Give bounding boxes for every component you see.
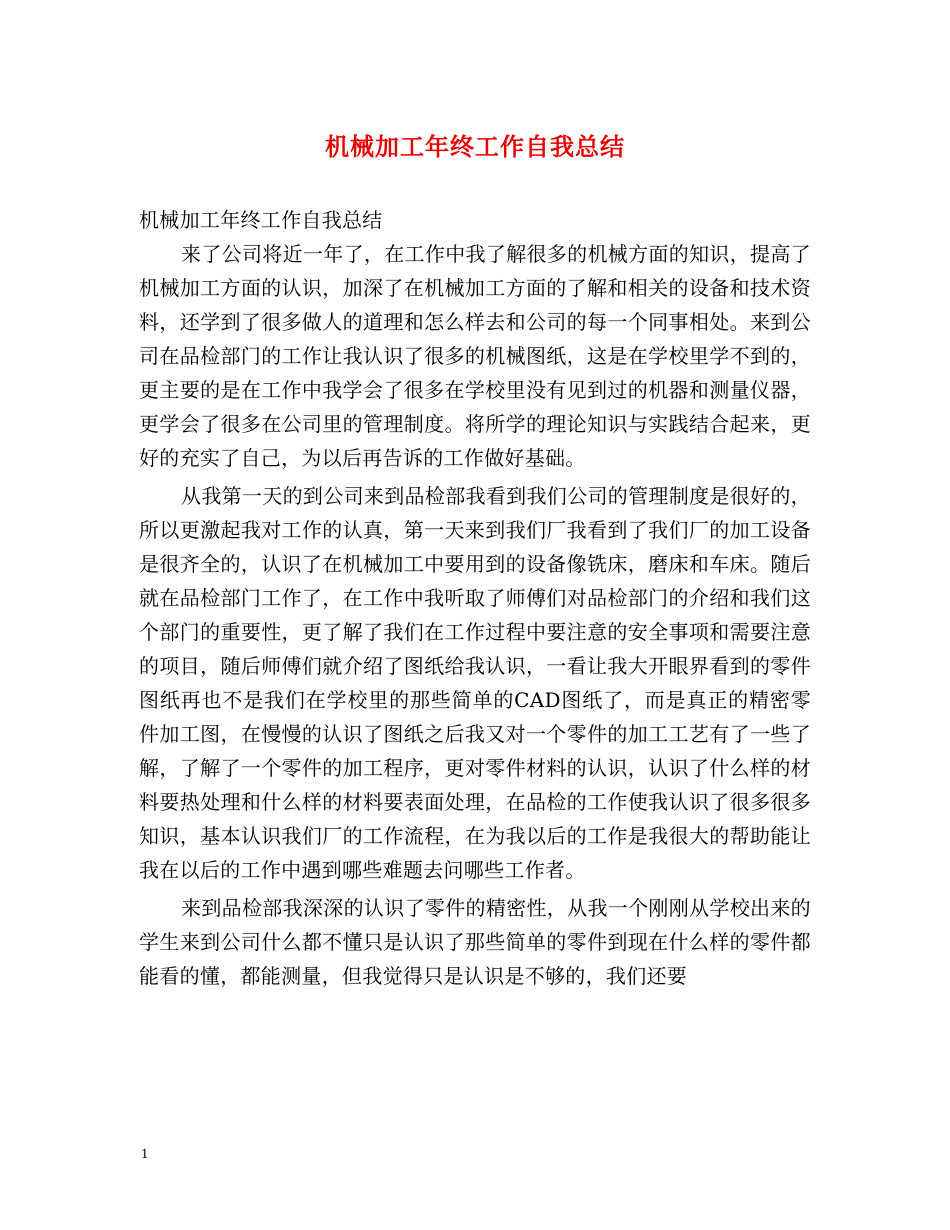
document-title: 机械加工年终工作自我总结 — [325, 132, 625, 161]
page-number: 1 — [141, 1147, 149, 1161]
paragraph-3: 来到品检部我深深的认识了零件的精密性，从我一个刚刚从学校出来的学生来到公司什么都不懂只是认识了那些简单的零件到现在什么样的零件都能看的懂，都能测量，但我觉得只是认识是不够的，我们还要 — [139, 896, 811, 988]
document-subtitle: 机械加工年终工作自我总结 — [139, 208, 383, 232]
paragraph-1: 来了公司将近一年了，在工作中我了解很多的机械方面的知识，提高了机械加工方面的认识，加深了在机械加工方面的了解和相关的设备和技术资料，还学到了很多做人的道理和怎么样去和公司的每一个同事相处。来到公司在品检部门的工作让我认识了很多的机械图纸，这是在学校里学不到的，更主要的是在工作中我学会了很多在学校里没有见到过的机器和测量仪器，更学会了很多在公司里的管理制度。将所学的理论知识与实践结合起来，更好的充实了自己，为以后再告诉的工作做好基础。 — [139, 242, 811, 470]
paragraph-2: 从我第一天的到公司来到品检部我看到我们公司的管理制度是很好的，所以更激起我对工作的认真，第一天来到我们厂我看到了我们厂的加工设备是很齐全的，认识了在机械加工中要用到的设备像铣床，磨床和车床。随后就在品检部门工作了，在工作中我听取了师傅们对品检部门的介绍和我们这个部门的重要性，更了解了我们在工作过程中要注意的安全事项和需要注意的项目，随后师傅们就介绍了图纸给我认识，一看让我大开眼界看到的零件图纸再也不是我们在学校里的那些简单的CAD图纸了，而是真正的精密零件加工图，在慢慢的认识了图纸之后我又对一个零件的加工工艺有了一些了解，了解了一个零件的加工程序，更对零件材料的认识，认识了什么样的材料要热处理和什么样的材料要表面处理，在品检的工作使我认识了很多很多知识，基本认识我们厂的工作流程，在为我以后的工作是我很大的帮助能让我在以后的工作中遇到哪些难题去问哪些工作者。 — [139, 484, 811, 882]
document-body — [139, 203, 811, 993]
